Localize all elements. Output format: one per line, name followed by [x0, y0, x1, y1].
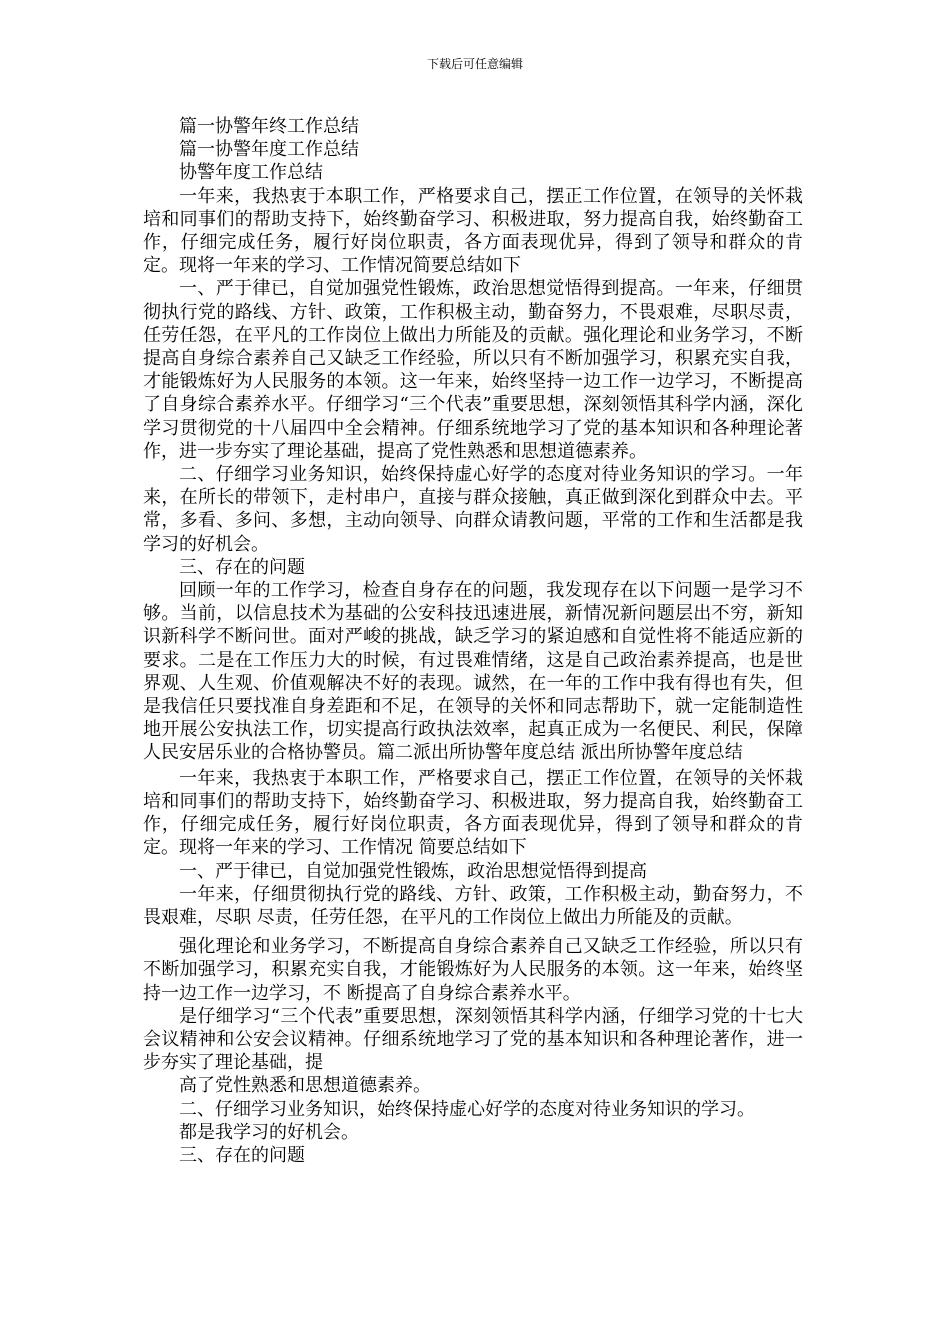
review-paragraph: 回顾一年的工作学习，检查自身存在的问题，我发现存在以下问题一是学习不够。当前，以信息技术为基础的公安科技迅速进展，新情况新问题层出不穷，新知识新科学不断问世。面对严峻的挑战，缺乏学习的紧迫感和自觉性将不能适应新的要求。二是在工作压力大的时候，有过畏难情绪，这是自己政治素养提高，也是世界观、人生观、价值观解决不好的表现。诚然，在一年的工作中我有得也有失，但是我信任只要找准自身差距和不足，在领导的关怀和同志帮助下，就一定能制造性地开展公安执法工作，切实提高行政执法效率，起真正成为一名便民、利民，保障人民安居乐业的合格协警员。篇二派出所协警年度总结 派出所协警年度总结	[143, 580, 803, 764]
theory-study-paragraph: 强化理论和业务学习，不断提高自身综合素养自己又缺乏工作经验，所以只有不断加强学习，积累充实自我，才能锻炼好为人民服务的本领。这一年来，始终坚持一边工作一边学习，不 断提高了自身综合素养水平。	[143, 936, 803, 1004]
three-represents-paragraph: 是仔细学习“三个代表”重要思想，深刻领悟其科学内涵，仔细学习党的十七大会议精神和公安会议精神。仔细系统地学习了党的基本知识和各种理论著作，进一步夯实了理论基础，提	[143, 1005, 803, 1074]
section-3-heading: 三、存在的问题	[179, 556, 305, 578]
section-2-paragraph: 二、仔细学习业务知识，始终保持虚心好学的态度对待业务知识的学习。一年来，在所长的带领下，走村串户，直接与群众接触，真正做到深化到群众中去。平常，多看、多问、多想，主动向领导、向群众请教问题，平常的工作和生活都是我学习的好机会。	[143, 464, 803, 555]
moral-quality-line: 高了党性熟悉和思想道德素养。	[179, 1075, 431, 1097]
section-3-heading-2: 三、存在的问题	[179, 1144, 305, 1166]
doc-title-1: 篇一协警年终工作总结	[179, 116, 359, 137]
intro-paragraph: 一年来，我热衷于本职工作，严格要求自己，摆正工作位置，在领导的关怀栽培和同事们的帮助支持下，始终勤奋学习、积极进取，努力提高自我，始终勤奋工作，仔细完成任务，履行好岗位职责，各方面表现优异，得到了领导和群众的肯定。现将一年来的学习、工作情况简要总结如下	[143, 185, 803, 277]
section-1-paragraph: 一、严于律已，自觉加强党性锻炼，政治思想觉悟得到提高。一年来，仔细贯彻执行党的路线、方针、政策，工作积极主动，勤奋努力，不畏艰难，尽职尽责，任劳任怨，在平凡的工作岗位上做出力所能及的贡献。强化理论和业务学习，不断提高自身综合素养自己又缺乏工作经验，所以只有不断加强学习，积累充实自我，才能锻炼好为人民服务的本领。这一年来，始终坚持一边工作一边学习，不断提高了自身综合素养水平。仔细学习“三个代表”重要思想，深刻领悟其科学内涵，深化学习贯彻党的十八届四中全会精神。仔细系统地学习了党的基本知识和各种理论著作，进一步夯实了理论基础，提高了党性熟悉和思想道德素养。	[143, 278, 803, 462]
doc-title-3: 协警年度工作总结	[179, 162, 323, 184]
doc-title-2: 篇一协警年度工作总结	[179, 139, 359, 161]
intro-paragraph-2: 一年来，我热衷于本职工作，严格要求自己，摆正工作位置，在领导的关怀栽培和同事们的帮助支持下，始终勤奋学习、积极进取，努力提高自我，始终勤奋工作，仔细完成任务，履行好岗位职责，各方面表现优异，得到了领导和群众的肯定。现将一年来的学习、工作情况 简要总结如下	[143, 767, 803, 859]
section-2-heading-2: 二、仔细学习业务知识，始终保持虚心好学的态度对待业务知识的学习。	[179, 1098, 755, 1120]
section-1-heading-2: 一、严于律已，自觉加强党性锻炼，政治思想觉悟得到提高	[179, 860, 647, 882]
section-1-paragraph-2: 一年来，仔细贯彻执行党的路线、方针、政策，工作积极主动，勤奋努力，不畏艰难，尽职 尽责，任劳任怨，在平凡的工作岗位上做出力所能及的贡献。	[143, 883, 803, 928]
document-body	[143, 115, 803, 1167]
page-header-note: 下载后可任意编辑	[426, 57, 523, 71]
learning-opportunity-line: 都是我学习的好机会。	[179, 1121, 359, 1143]
